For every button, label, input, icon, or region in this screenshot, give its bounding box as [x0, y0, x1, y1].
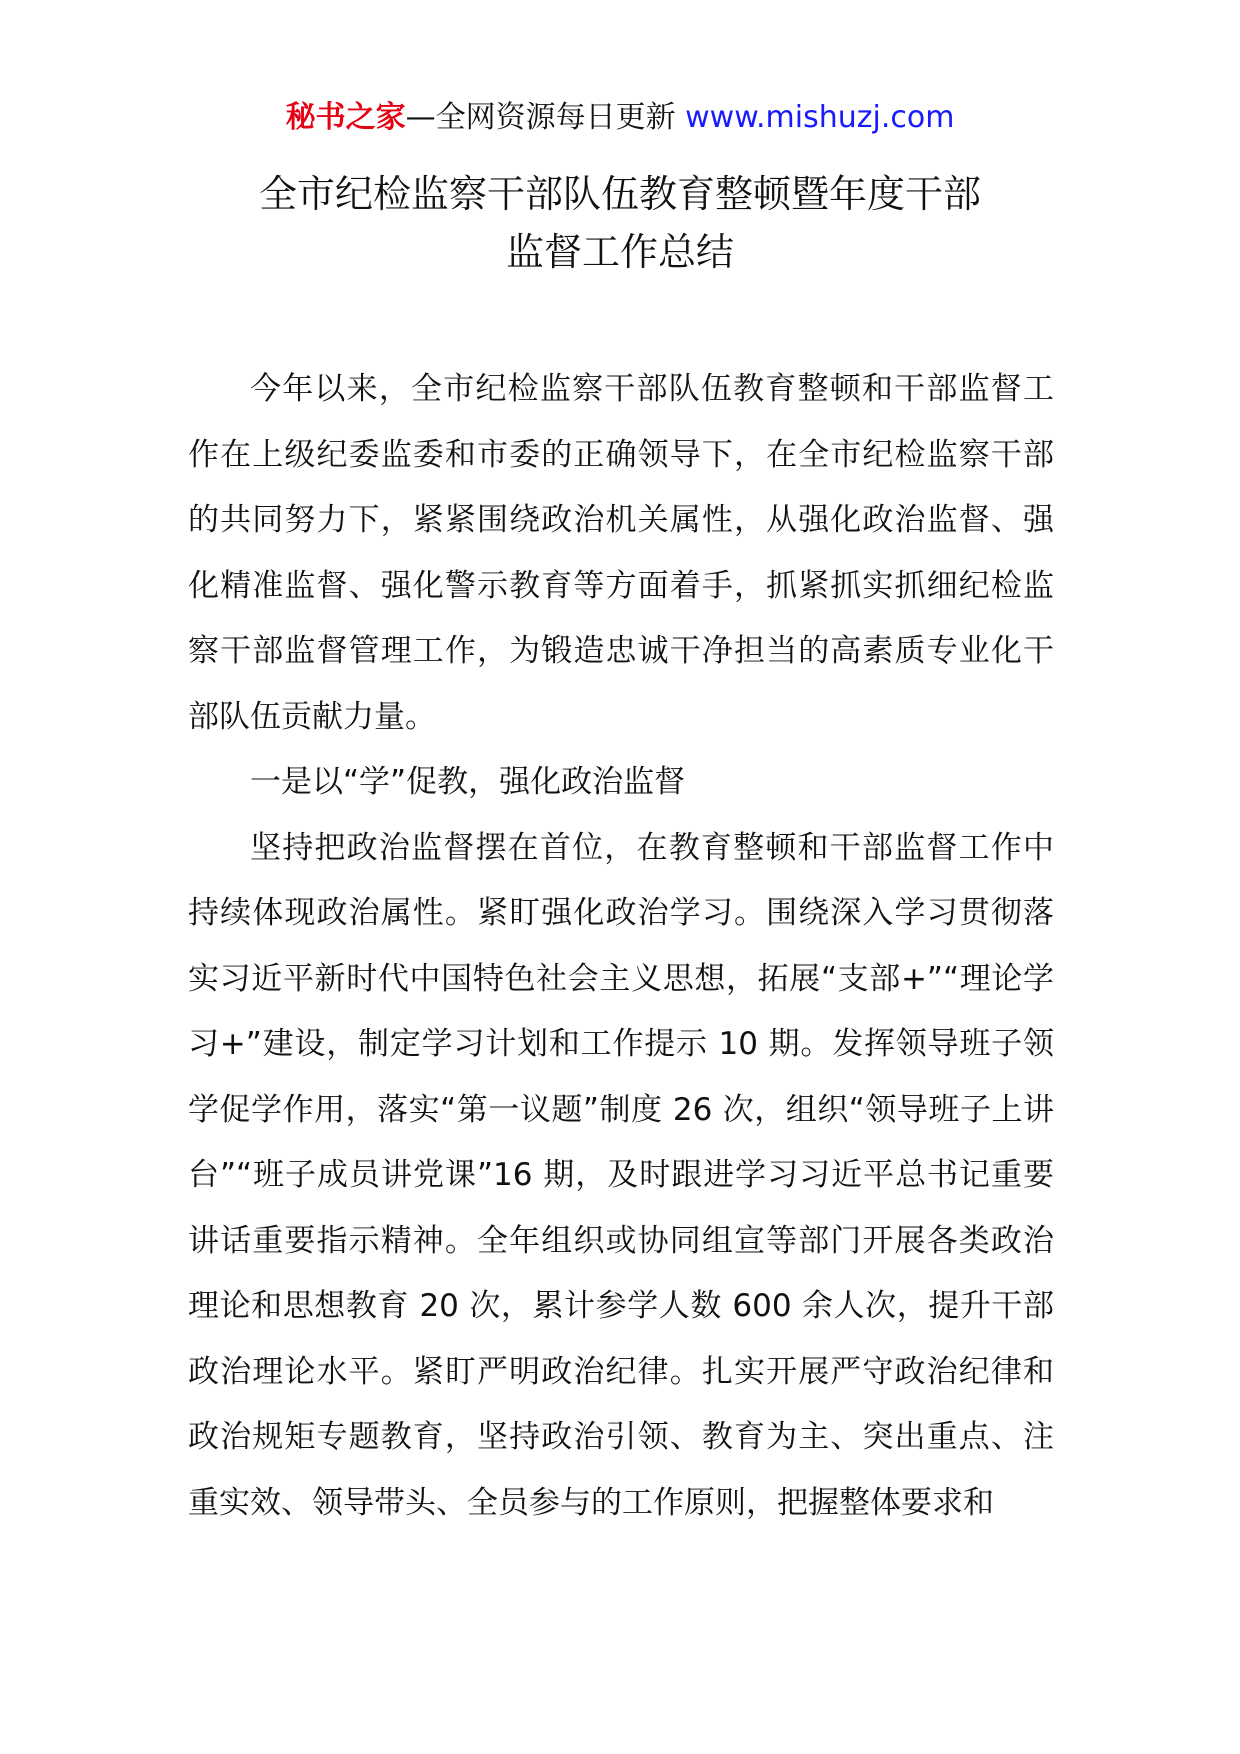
title-line-2: 监督工作总结 — [505, 230, 734, 274]
document-body — [188, 357, 1054, 1536]
section-paragraph: 坚持把政治监督摆在首位，在教育整顿和干部监督工作中持续体现政治属性。紧盯强化政治学习。围绕深入学习贯彻落实习近平新时代中国特色社会主义思想，拓展“支部+”“理论学习+”建设，制定学习计划和工作提示 10 期。发挥领导班子领学促学作用，落实“第一议题”制度 26 次，组织“领导班子上讲台”“班子成员讲党课”16 期，及时跟进学习习近平总书记重要讲话重要指示精神。全年组织或协同组宣等部门开展各类政治理论和思想教育 20 次，累计参学人数 600 余人次，提升干部政治理论水平。紧盯严明政治纪律。扎实开展严守政治纪律和政治规矩专题教育，坚持政治引领、教育为主、突出重点、注重实效、领导带头、全员参与的工作原则，把握整体要求和 — [188, 829, 1054, 1521]
intro-paragraph: 今年以来，全市纪检监察干部队伍教育整顿和干部监督工作在上级纪委监委和市委的正确领导下，在全市纪检监察干部的共同努力下，紧紧围绕政治机关属性，从强化政治监督、强化精准监督、强化警示教育等方面着手，抓紧抓实抓细纪检监察干部监督管理工作，为锻造忠诚干净担当的高素质专业化干部队伍贡献力量。 — [188, 371, 1054, 735]
document-title — [0, 165, 1240, 281]
site-url-link[interactable]: www.mishuzj.com — [685, 100, 955, 135]
header-slogan: —全网资源每日更新 — [405, 100, 686, 135]
brand-name: 秘书之家 — [285, 100, 406, 135]
source-header — [0, 98, 1240, 138]
section-heading: 一是以“学”促教，强化政治监督 — [250, 764, 686, 800]
title-line-1: 全市纪检监察干部队伍教育整顿暨年度干部 — [258, 172, 981, 216]
